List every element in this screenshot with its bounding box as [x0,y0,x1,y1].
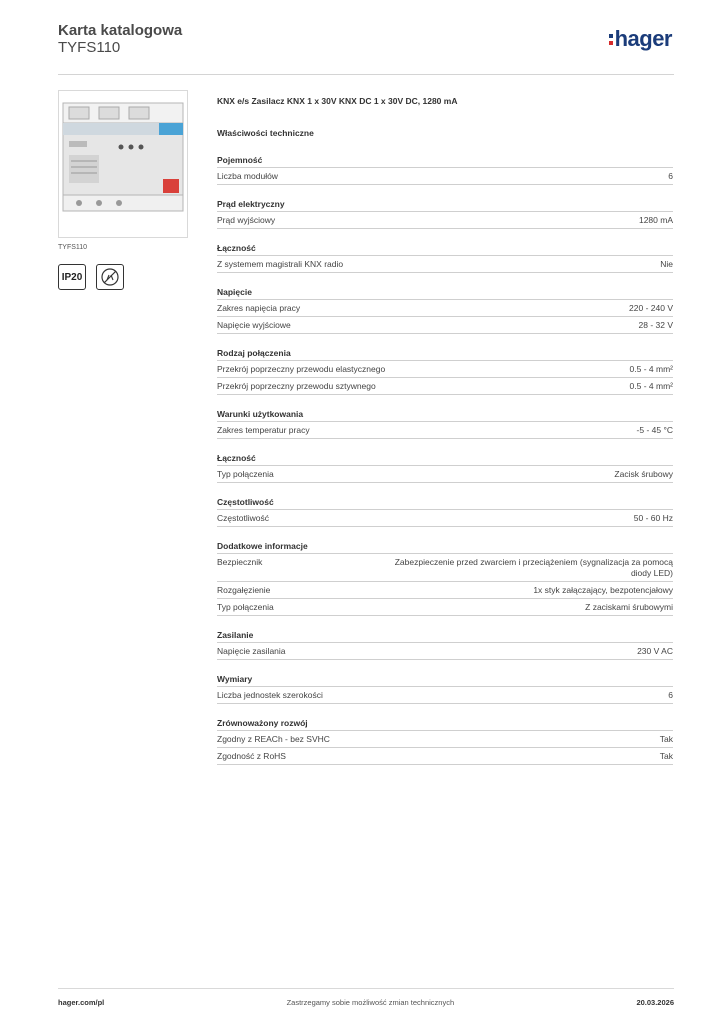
spec-key: Prąd wyjściowy [217,215,276,225]
spec-row [217,466,673,483]
spec-key: Typ połączenia [217,469,274,479]
spec-group-title: Częstotliwość [217,497,673,510]
spec-row [217,554,673,582]
spec-key: Z systemem magistrali KNX radio [217,259,344,269]
spec-value: Nie [660,259,673,269]
spec-group-additional-info [217,541,673,616]
spec-value: 230 V AC [637,646,673,656]
product-title: KNX e/s Zasilacz KNX 1 x 30V KNX DC 1 x 30V DC, 1280 mA [217,96,458,106]
spec-value: 6 [668,171,673,181]
spec-group-title: Łączność [217,243,673,256]
hager-logo [609,26,672,52]
spec-value: 1280 mA [638,215,673,225]
spec-row [217,510,673,527]
spec-row [217,643,673,660]
spec-row [217,748,673,765]
spec-value: 0.5 - 4 mm² [629,381,673,391]
spec-group-operating-conditions [217,409,673,439]
spec-group-current [217,199,673,229]
spec-value: -5 - 45 °C [636,425,673,435]
image-caption: TYFS110 [58,244,88,251]
spec-group-connectivity-2 [217,453,673,483]
spec-key: Liczba modułów [217,171,278,181]
spec-key: Napięcie zasilania [217,646,286,656]
ip20-badge: IP20 [58,264,86,290]
disclaimer-text: Zastrzegamy sobie możliwość zmian technicznych [286,998,455,1007]
spec-key: Liczba jednostek szerokości [217,690,323,700]
spec-key: Zgodny z REACh - bez SVHC [217,734,330,744]
spec-value: 1x styk załączający, bezpotencjałowy [533,585,673,595]
spec-row [217,687,673,704]
spec-group-title: Napięcie [217,287,673,300]
tech-properties-heading: Właściwości techniczne [217,128,314,138]
spec-row [217,731,673,748]
spec-group-sustainability [217,718,673,765]
spec-key: Bezpiecznik [217,557,263,567]
spec-key: Napięcie wyjściowe [217,320,291,330]
spec-value: Tak [659,751,673,761]
spec-key: Zgodność z RoHS [217,751,286,761]
no-disposal-icon [96,264,124,290]
spec-value: 220 - 240 V [629,303,673,313]
logo-text: hager [614,26,672,51]
spec-key: Zakres napięcia pracy [217,303,301,313]
spec-group-title: Zasilanie [217,630,673,643]
spec-group-title: Wymiary [217,674,673,687]
spec-group-title: Łączność [217,453,673,466]
spec-value: 28 - 32 V [638,320,673,330]
spec-group-capacity [217,155,673,185]
spec-row [217,317,673,334]
spec-group-voltage [217,287,673,334]
spec-row [217,582,673,599]
spec-group-title: Rodzaj połączenia [217,348,673,361]
spec-group-power-supply [217,630,673,660]
spec-value: Zabezpieczenie przed zwarciem i przeciążeniem (sygnalizacja za pomocą diody LED) [394,557,673,578]
spec-group-title: Warunki użytkowania [217,409,673,422]
spec-group-frequency [217,497,673,527]
document-title: Karta katalogowa [58,22,183,39]
logo-dots-icon [609,34,613,45]
spec-row [217,422,673,439]
spec-key: Zakres temperatur pracy [217,425,310,435]
product-image [58,90,188,238]
spec-group-title: Prąd elektryczny [217,199,673,212]
spec-key: Częstotliwość [217,513,269,523]
document-date: 20.03.2026 [636,998,674,1007]
spec-row [217,256,673,273]
spec-key: Rozgałęzienie [217,585,271,595]
header-divider [58,74,674,75]
spec-row [217,168,673,185]
knx-power-supply-image [59,91,189,239]
spec-value: Tak [659,734,673,744]
footer-divider [58,988,674,989]
spec-group-title: Zrównoważony rozwój [217,718,673,731]
spec-value: Zacisk śrubowy [614,469,673,479]
spec-value: Z zaciskami śrubowymi [585,602,673,612]
spec-value: 6 [668,690,673,700]
spec-row [217,361,673,378]
spec-key: Przekrój poprzeczny przewodu elastycznego [217,364,386,374]
specification-panel [217,96,673,765]
spec-row [217,300,673,317]
page-footer [58,998,674,1007]
spec-group-title: Dodatkowe informacje [217,541,673,554]
spec-value: 50 - 60 Hz [633,513,673,523]
spec-key: Przekrój poprzeczny przewodu sztywnego [217,381,376,391]
spec-group-connection-type [217,348,673,395]
spec-row [217,599,673,616]
spec-row [217,378,673,395]
spec-key: Typ połączenia [217,602,274,612]
spec-group-title: Pojemność [217,155,673,168]
spec-group-connectivity [217,243,673,273]
spec-group-dimensions [217,674,673,704]
spec-value: 0.5 - 4 mm² [629,364,673,374]
page-header [58,22,678,62]
product-code: TYFS110 [58,39,121,56]
website-link[interactable]: hager.com/pl [58,998,105,1007]
spec-row [217,212,673,229]
